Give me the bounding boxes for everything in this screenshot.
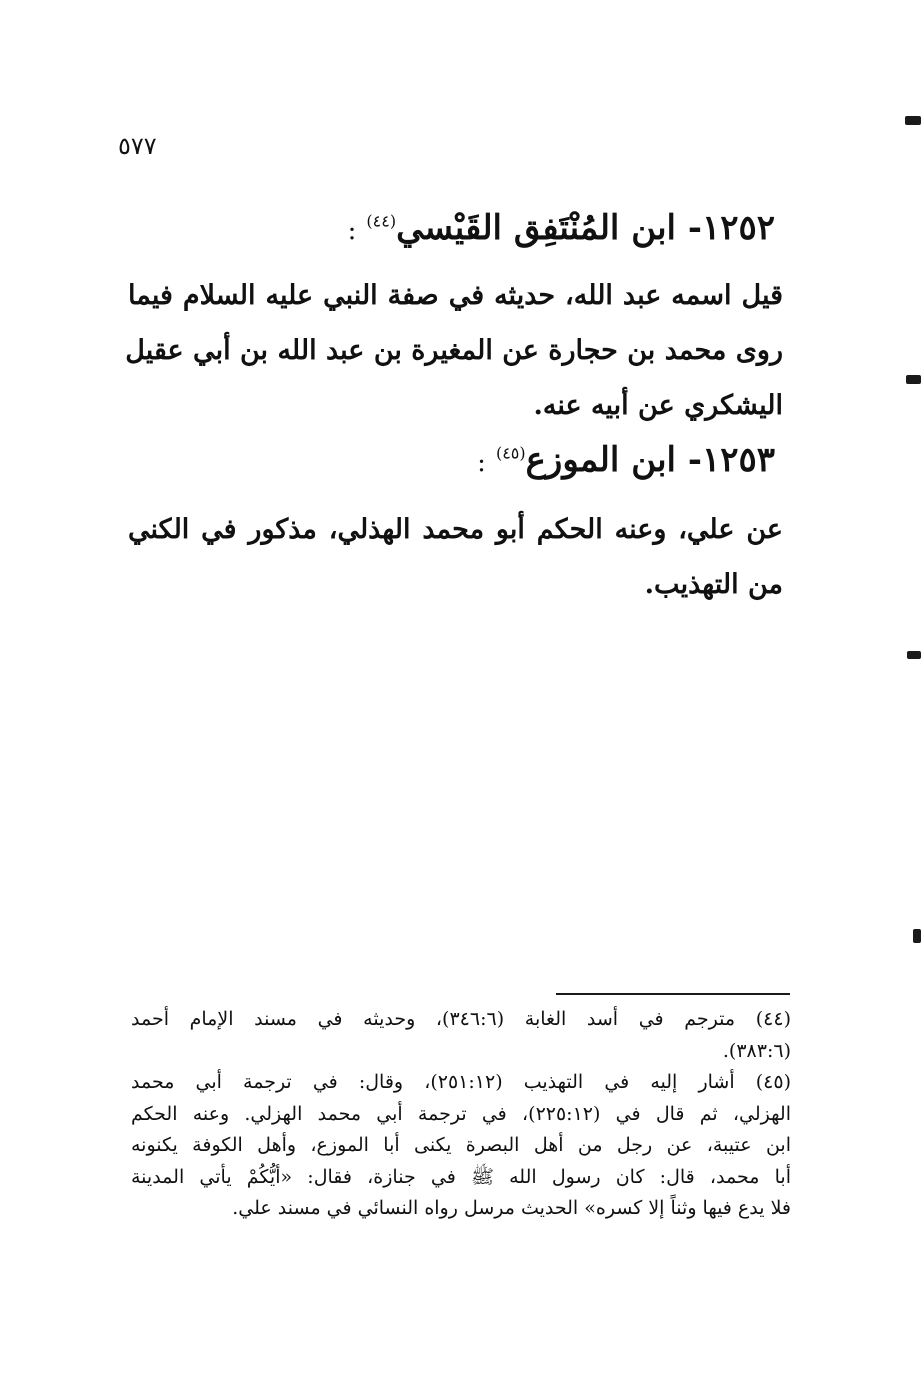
footnote-label: (٤٥) [755, 1071, 791, 1093]
body-line: اليشكري عن أبيه عنه. [533, 390, 783, 421]
entry-title-1252: ١٢٥٢- ابن المُنْتَفِق القَيْسي$^{(٤٤)}$: [347, 208, 775, 248]
body-line: عن علي، وعنه الحكم أبو محمد الهذلي، مذكور في الكني [128, 514, 783, 545]
footnote-44-line: (٤٤) مترجم في أسد الغابة (٣٤٦:٦)، وحديثه في مسند الإمام أحمد [131, 1008, 791, 1030]
scan-edge-mark [907, 651, 921, 659]
footnote-45-line: ابن عتيبة، عن رجل من أهل البصرة يكنى أبا الموزع، وأهل الكوفة يكنونه [131, 1134, 791, 1156]
entry-name: ابن الموزع [525, 440, 676, 480]
entry-body-1252 [125, 268, 783, 433]
entry-name: ابن المُنْتَفِق القَيْسي [396, 208, 676, 248]
body-line: من التهذيب. [644, 569, 783, 600]
footnote-45-line: الهزلي، ثم قال في (٢٢٥:١٢)، في ترجمة أبي محمد الهزلي. وعنه الحكم [131, 1102, 791, 1125]
body-line: روى محمد بن حجارة عن المغيرة بن عبد الله بن أبي عقيل [125, 335, 783, 366]
scan-edge-mark [913, 929, 921, 943]
entry-number: ١٢٥٣ [701, 440, 775, 480]
footnotes [131, 1004, 791, 1225]
entry-number: ١٢٥٢ [701, 208, 775, 248]
footnote-label: (٤٤) [755, 1008, 791, 1030]
footnote-45-line: (٤٥) أشار إليه في التهذيب (٢٥١:١٢)، وقال: في ترجمة أبي محمد [131, 1071, 791, 1093]
page-number: ٥٧٧ [118, 132, 157, 160]
footnote-44-line: (٣٨٣:٦). [722, 1039, 791, 1062]
footnote-45-line: أبا محمد، قال: كان رسول الله ﷺ في جنازة، فقال: «أيُّكُمْ يأتي المدينة [131, 1165, 791, 1188]
footnote-separator [556, 993, 790, 995]
scan-edge-mark [906, 375, 921, 384]
footnote-ref[interactable]: (٤٤) [366, 211, 397, 231]
footnote-45-line: فلا يدع فيها وثناً إلا كسره» الحديث مرسل رواه النسائي في مسند علي. [232, 1197, 791, 1219]
entry-title-1253: ١٢٥٣- ابن الموزع$^{(٤٥)}$: [477, 440, 775, 480]
footnote-ref[interactable]: (٤٥) [495, 443, 526, 463]
body-line: قيل اسمه عبد الله، حديثه في صفة النبي عليه السلام فيما [128, 280, 783, 311]
scan-edge-mark [905, 116, 921, 125]
entry-body-1253 [128, 502, 783, 612]
